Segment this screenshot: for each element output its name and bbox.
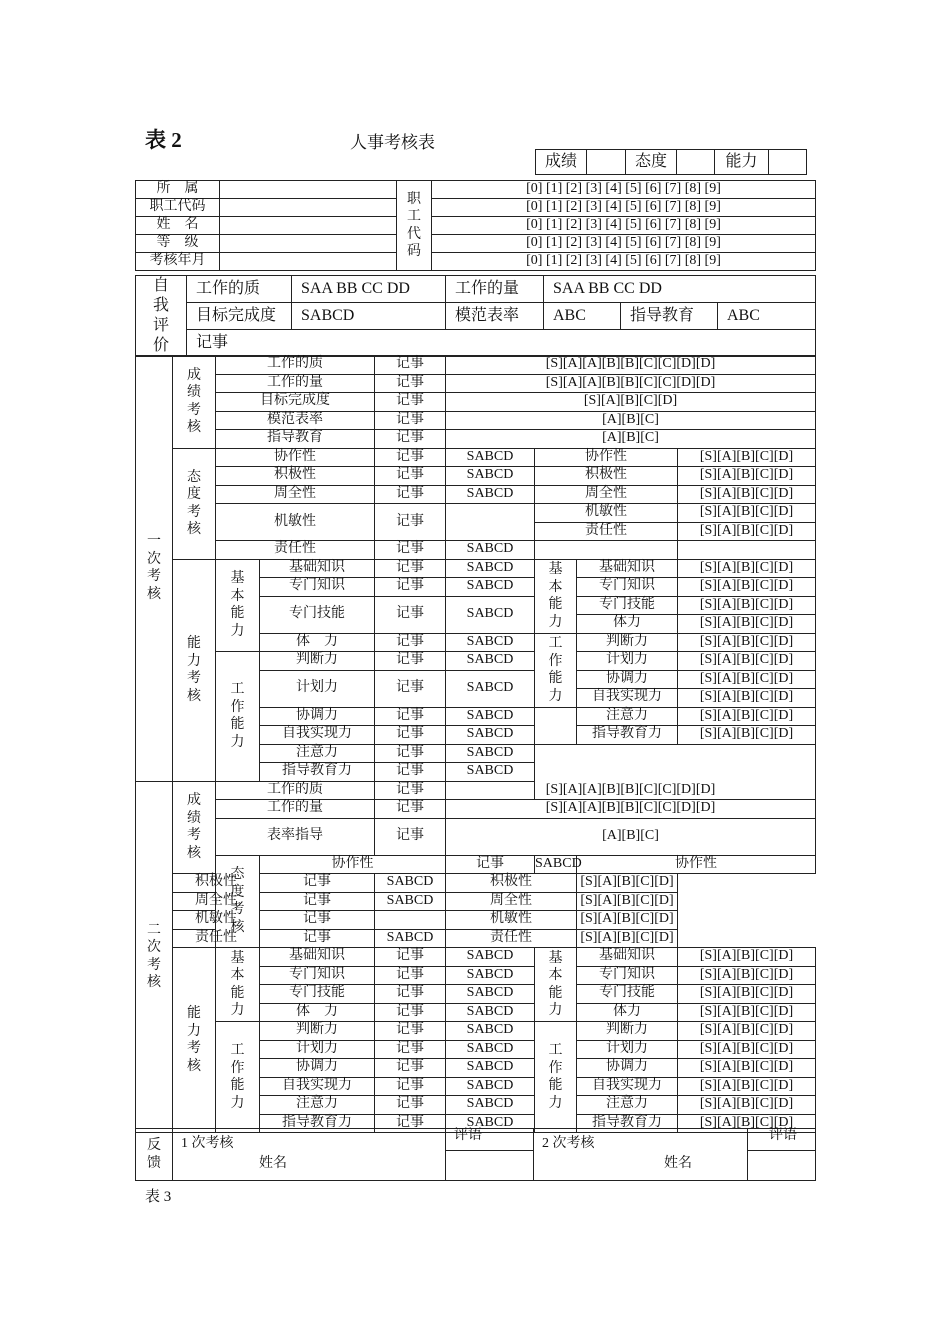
summary-performance-field[interactable] (587, 150, 626, 175)
feedback-first-comment-label: 评语 (446, 1129, 534, 1151)
performance-grade-scale[interactable]: [S][A][A][B][B][C][C][D][D] (446, 781, 816, 800)
performance-grade-scale[interactable]: [A][B][C] (446, 818, 816, 855)
attitude-item: 责任性 (216, 541, 375, 560)
performance-grade-scale[interactable]: [S][A][B][C][D] (446, 393, 816, 412)
note-cell[interactable]: 记事 (375, 504, 446, 541)
sabcd-grade[interactable]: SABCD (446, 1040, 535, 1059)
ability-right-item: 计划力 (577, 1040, 678, 1059)
field-department-input[interactable] (220, 181, 397, 199)
note-cell[interactable]: 记事 (446, 855, 535, 874)
ability-item: 专门知识 (260, 966, 375, 985)
sabcd-grade[interactable]: SABCD (446, 1096, 535, 1115)
ability-right-grade[interactable]: [S][A][B][C][D] (678, 1022, 816, 1041)
attitude-right-item: 积极性 (535, 467, 678, 486)
sabcd-grade[interactable]: SABCD (446, 578, 535, 597)
feedback-second-round[interactable] (534, 1129, 748, 1181)
code-digit-row[interactable]: [0] [1] [2] [3] [4] [5] [6] [7] [8] [9] (432, 217, 816, 235)
sabcd-grade[interactable]: SABCD (446, 633, 535, 652)
feedback-second-title: 2 次考核 (542, 1136, 595, 1151)
ability-right-item: 注意力 (577, 707, 678, 726)
evaluation-table (135, 355, 816, 1133)
ability-right-grade[interactable]: [S][A][B][C][D] (678, 615, 816, 634)
sabcd-grade[interactable]: SABCD (375, 874, 446, 893)
self-quality-label: 工作的质 (187, 276, 292, 303)
sabcd-grade[interactable]: SABCD (446, 1114, 535, 1133)
self-target-label: 目标完成度 (187, 303, 292, 330)
ability-right-grade[interactable]: [S][A][B][C][D] (678, 559, 816, 578)
note-cell[interactable]: 记事 (375, 559, 446, 578)
form-title: 人事考核表 (350, 133, 435, 152)
attitude-item: 积极性 (216, 467, 375, 486)
attitude-right-item: 积极性 (446, 874, 577, 893)
attitude-right-grade[interactable]: [S][A][B][C][D] (577, 892, 678, 911)
sabcd-grade[interactable]: SABCD (446, 1022, 535, 1041)
ability-right-grade[interactable]: [S][A][B][C][D] (678, 1096, 816, 1115)
attitude-item: 积极性 (173, 874, 260, 893)
sabcd-grade[interactable]: SABCD (446, 448, 535, 467)
field-label-staff-code: 职工代码 (136, 199, 220, 217)
note-cell[interactable]: 记事 (375, 763, 446, 782)
field-eval-date-input[interactable] (220, 253, 397, 271)
blank-cell (375, 911, 446, 930)
ability-item: 注意力 (260, 1096, 375, 1115)
attitude-right-item: 机敏性 (446, 911, 577, 930)
basic-ability-label: 基本能力 (216, 559, 260, 652)
ability-right-item: 注意力 (577, 1096, 678, 1115)
note-cell[interactable]: 记事 (375, 578, 446, 597)
attitude-right-grade[interactable]: [S][A][B][C][D] (678, 522, 816, 541)
sabcd-grade[interactable]: SABCD (446, 1059, 535, 1078)
sabcd-grade[interactable]: SABCD (446, 485, 535, 504)
round-label: 二次考核 (136, 781, 173, 1133)
note-cell[interactable]: 记事 (375, 781, 446, 800)
note-cell[interactable]: 记事 (375, 652, 446, 671)
note-cell[interactable]: 记事 (375, 726, 446, 745)
feedback-first-round[interactable] (173, 1129, 446, 1181)
self-quality-grades[interactable]: SAA BB CC DD (292, 276, 446, 303)
performance-item: 工作的质 (216, 781, 375, 800)
blank-cell (678, 541, 816, 560)
ability-right-grade[interactable]: [S][A][B][C][D] (678, 1059, 816, 1078)
ability-item: 基础知识 (260, 559, 375, 578)
note-cell[interactable]: 记事 (375, 1022, 446, 1041)
note-cell[interactable]: 记事 (375, 596, 446, 633)
attitude-right-grade[interactable]: [S][A][B][C][D] (678, 467, 816, 486)
attitude-item: 周全性 (216, 485, 375, 504)
self-eval-label: 自我评价 (136, 276, 187, 357)
ability-right-item: 指导教育力 (577, 726, 678, 745)
ability-item: 注意力 (260, 744, 375, 763)
feedback-first-name-label: 姓名 (259, 1155, 287, 1171)
attitude-item: 周全性 (173, 892, 260, 911)
code-digit-row[interactable]: [0] [1] [2] [3] [4] [5] [6] [7] [8] [9] (432, 253, 816, 271)
note-cell[interactable]: 记事 (375, 1059, 446, 1078)
sabcd-grade[interactable]: SABCD (446, 541, 535, 560)
feedback-second-comment-field[interactable] (748, 1151, 816, 1181)
ability-right-grade[interactable]: [S][A][B][C][D] (678, 707, 816, 726)
self-quantity-label: 工作的量 (446, 276, 544, 303)
ability-right-grade[interactable]: [S][A][B][C][D] (678, 670, 816, 689)
sabcd-grade[interactable]: SABCD (446, 596, 535, 633)
note-cell[interactable]: 记事 (375, 985, 446, 1004)
note-cell[interactable]: 记事 (375, 1096, 446, 1115)
note-cell[interactable]: 记事 (260, 874, 375, 893)
note-cell[interactable]: 记事 (375, 430, 446, 449)
performance-grade-scale[interactable]: [A][B][C] (446, 411, 816, 430)
note-cell[interactable]: 记事 (375, 966, 446, 985)
attitude-right-grade[interactable]: [S][A][B][C][D] (678, 504, 816, 523)
note-cell[interactable]: 记事 (375, 818, 446, 855)
feedback-first-title: 1 次考核 (181, 1136, 234, 1151)
basic-ability-label: 基本能力 (216, 948, 260, 1022)
attitude-right-grade[interactable]: [S][A][B][C][D] (678, 485, 816, 504)
staff-code-label: 职工代码 (397, 181, 432, 271)
attitude-right-grade[interactable]: [S][A][B][C][D] (577, 929, 678, 948)
ability-right-grade[interactable]: [S][A][B][C][D] (678, 948, 816, 967)
right-basic-ability-label: 基本能力 (535, 559, 577, 633)
attitude-right-item: 周全性 (446, 892, 577, 911)
performance-grade-scale[interactable]: [S][A][A][B][B][C][C][D][D] (446, 374, 816, 393)
ability-item: 专门技能 (260, 985, 375, 1004)
sabcd-grade[interactable]: SABCD (446, 744, 535, 763)
summary-performance-label: 成绩 (536, 150, 587, 175)
ability-right-grade[interactable]: [S][A][B][C][D] (678, 596, 816, 615)
code-digit-row[interactable]: [0] [1] [2] [3] [4] [5] [6] [7] [8] [9] (432, 199, 816, 217)
footer-note: 表 3 (145, 1189, 172, 1205)
sabcd-grade[interactable]: SABCD (446, 670, 535, 707)
ability-item: 判断力 (260, 652, 375, 671)
note-cell[interactable]: 记事 (375, 541, 446, 560)
ability-right-item: 基础知识 (577, 948, 678, 967)
attitude-item: 机敏性 (216, 504, 375, 541)
basic-info-table (135, 180, 816, 271)
attitude-item: 协作性 (260, 855, 446, 874)
ability-item: 专门知识 (260, 578, 375, 597)
ability-item: 计划力 (260, 1040, 375, 1059)
ability-right-item: 协调力 (577, 1059, 678, 1078)
self-quantity-grades[interactable]: SAA BB CC DD (544, 276, 816, 303)
ability-section-label: 能力考核 (173, 559, 216, 781)
note-cell[interactable]: 记事 (375, 393, 446, 412)
note-cell[interactable]: 记事 (375, 356, 446, 375)
feedback-second-name-label: 姓名 (664, 1155, 692, 1171)
note-cell[interactable]: 记事 (375, 633, 446, 652)
note-cell[interactable]: 记事 (375, 1077, 446, 1096)
ability-right-grade[interactable]: [S][A][B][C][D] (678, 578, 816, 597)
sabcd-grade[interactable]: SABCD (535, 855, 577, 874)
round-label: 一次考核 (136, 356, 173, 782)
ability-right-grade[interactable]: [S][A][B][C][D] (678, 689, 816, 708)
sabcd-grade[interactable]: SABCD (446, 763, 535, 782)
note-cell[interactable]: 记事 (375, 800, 446, 819)
performance-section-label: 成绩考核 (173, 781, 216, 874)
ability-item: 基础知识 (260, 948, 375, 967)
ability-right-item: 自我实现力 (577, 1077, 678, 1096)
ability-item: 自我实现力 (260, 726, 375, 745)
performance-item: 工作的量 (216, 800, 375, 819)
field-label-name: 姓 名 (136, 217, 220, 235)
sabcd-grade[interactable]: SABCD (446, 726, 535, 745)
blank-cell (446, 504, 535, 541)
attitude-item: 协作性 (216, 448, 375, 467)
sabcd-grade[interactable]: SABCD (446, 985, 535, 1004)
ability-right-grade[interactable]: [S][A][B][C][D] (678, 652, 816, 671)
attitude-item: 责任性 (173, 929, 260, 948)
note-cell[interactable]: 记事 (375, 411, 446, 430)
ability-right-item: 基础知识 (577, 559, 678, 578)
ability-right-grade[interactable]: [S][A][B][C][D] (678, 1003, 816, 1022)
ability-right-item: 判断力 (577, 633, 678, 652)
performance-item: 模范表率 (216, 411, 375, 430)
table-number: 表 2 (145, 128, 182, 152)
code-digit-row[interactable]: [0] [1] [2] [3] [4] [5] [6] [7] [8] [9] (432, 181, 816, 199)
field-label-eval-date: 考核年月 (136, 253, 220, 271)
attitude-section-label: 态度考核 (216, 855, 260, 948)
performance-item: 指导教育 (216, 430, 375, 449)
ability-item: 计划力 (260, 670, 375, 707)
attitude-section-label: 态度考核 (173, 448, 216, 559)
self-example-grades[interactable]: ABC (544, 303, 621, 330)
note-cell[interactable]: 记事 (375, 948, 446, 967)
ability-item: 指导教育力 (260, 763, 375, 782)
ability-right-item: 判断力 (577, 1022, 678, 1041)
ability-right-item: 体力 (577, 615, 678, 634)
summary-ability-field[interactable] (769, 150, 807, 175)
performance-item: 工作的量 (216, 374, 375, 393)
note-cell[interactable]: 记事 (260, 911, 375, 930)
performance-grade-scale[interactable]: [A][B][C] (446, 430, 816, 449)
ability-item: 判断力 (260, 1022, 375, 1041)
ability-right-grade[interactable]: [S][A][B][C][D] (678, 1114, 816, 1133)
note-cell[interactable]: 记事 (375, 670, 446, 707)
ability-item: 协调力 (260, 707, 375, 726)
ability-item: 自我实现力 (260, 1077, 375, 1096)
ability-right-item: 协调力 (577, 670, 678, 689)
feedback-label: 反馈 (136, 1129, 173, 1181)
sabcd-grade[interactable]: SABCD (446, 1003, 535, 1022)
attitude-item: 机敏性 (173, 911, 260, 930)
right-work-ability-label: 工作能力 (535, 1022, 577, 1133)
ability-right-grade[interactable]: [S][A][B][C][D] (678, 966, 816, 985)
sabcd-grade[interactable]: SABCD (446, 948, 535, 967)
self-notes-field[interactable]: 记事 (187, 330, 816, 357)
self-guidance-label: 指导教育 (621, 303, 718, 330)
sabcd-grade[interactable]: SABCD (446, 1077, 535, 1096)
performance-item: 目标完成度 (216, 393, 375, 412)
attitude-right-item: 周全性 (535, 485, 678, 504)
sabcd-grade[interactable]: SABCD (446, 707, 535, 726)
ability-right-item: 专门知识 (577, 966, 678, 985)
field-name-input[interactable] (220, 217, 397, 235)
field-staff-code-input[interactable] (220, 199, 397, 217)
note-cell[interactable]: 记事 (375, 485, 446, 504)
code-digit-row[interactable]: [0] [1] [2] [3] [4] [5] [6] [7] [8] [9] (432, 235, 816, 253)
sabcd-grade[interactable]: SABCD (446, 652, 535, 671)
feedback-second-comment-label: 评语 (748, 1129, 816, 1151)
sabcd-grade[interactable]: SABCD (446, 467, 535, 486)
performance-section-label: 成绩考核 (173, 356, 216, 449)
summary-attitude-field[interactable] (677, 150, 715, 175)
ability-right-item: 体力 (577, 1003, 678, 1022)
attitude-right-grade[interactable]: [S][A][B][C][D] (678, 448, 816, 467)
ability-right-grade[interactable]: [S][A][B][C][D] (678, 985, 816, 1004)
note-cell[interactable]: 记事 (375, 1003, 446, 1022)
ability-item: 体 力 (260, 1003, 375, 1022)
blank-cell (535, 541, 678, 560)
summary-attitude-label: 态度 (626, 150, 677, 175)
note-cell[interactable]: 记事 (375, 374, 446, 393)
note-cell[interactable]: 记事 (375, 707, 446, 726)
ability-right-item: 专门技能 (577, 985, 678, 1004)
feedback-table (135, 1128, 816, 1181)
summary-ability-label: 能力 (715, 150, 769, 175)
ability-right-item: 专门知识 (577, 578, 678, 597)
work-ability-label: 工作能力 (216, 652, 260, 782)
note-cell[interactable]: 记事 (375, 1040, 446, 1059)
note-cell[interactable]: 记事 (375, 744, 446, 763)
sabcd-grade[interactable]: SABCD (446, 966, 535, 985)
field-grade-input[interactable] (220, 235, 397, 253)
right-basic-ability-label: 基本能力 (535, 948, 577, 1022)
self-guidance-grades[interactable]: ABC (718, 303, 816, 330)
self-target-grades[interactable]: SABCD (292, 303, 446, 330)
note-cell[interactable]: 记事 (260, 929, 375, 948)
performance-grade-scale[interactable]: [S][A][A][B][B][C][C][D][D] (446, 800, 816, 819)
ability-right-grade[interactable]: [S][A][B][C][D] (678, 726, 816, 745)
work-ability-label: 工作能力 (216, 1022, 260, 1133)
self-evaluation-table (135, 275, 816, 357)
field-label-department: 所 属 (136, 181, 220, 199)
blank-cell (535, 707, 577, 744)
feedback-first-comment-field[interactable] (446, 1151, 534, 1181)
attitude-right-item: 责任性 (446, 929, 577, 948)
attitude-right-grade[interactable]: [S][A][B][C][D] (577, 874, 678, 893)
ability-right-grade[interactable]: [S][A][B][C][D] (678, 633, 816, 652)
ability-right-grade[interactable]: [S][A][B][C][D] (678, 1077, 816, 1096)
attitude-right-grade[interactable]: [S][A][B][C][D] (577, 911, 678, 930)
ability-right-item: 自我实现力 (577, 689, 678, 708)
ability-item: 协调力 (260, 1059, 375, 1078)
ability-section-label: 能力考核 (173, 948, 216, 1133)
ability-right-item: 指导教育力 (577, 1114, 678, 1133)
ability-item: 指导教育力 (260, 1114, 375, 1133)
ability-right-item: 专门技能 (577, 596, 678, 615)
sabcd-grade[interactable]: SABCD (375, 892, 446, 911)
ability-right-item: 计划力 (577, 652, 678, 671)
sabcd-grade[interactable]: SABCD (446, 559, 535, 578)
attitude-right-item: 责任性 (535, 522, 678, 541)
ability-right-grade[interactable]: [S][A][B][C][D] (678, 1040, 816, 1059)
ability-item: 专门技能 (260, 596, 375, 633)
performance-item: 工作的质 (216, 356, 375, 375)
right-work-ability-label: 工作能力 (535, 633, 577, 707)
attitude-right-item: 协作性 (577, 855, 816, 874)
performance-item: 表率指导 (216, 818, 375, 855)
field-label-grade: 等 级 (136, 235, 220, 253)
attitude-right-item: 协作性 (535, 448, 678, 467)
note-cell[interactable]: 记事 (375, 467, 446, 486)
sabcd-grade[interactable]: SABCD (375, 929, 446, 948)
performance-grade-scale[interactable]: [S][A][A][B][B][C][C][D][D] (446, 356, 816, 375)
self-example-label: 模范表率 (446, 303, 544, 330)
note-cell[interactable]: 记事 (375, 1114, 446, 1133)
attitude-right-item: 机敏性 (535, 504, 678, 523)
summary-score-box (535, 149, 807, 175)
note-cell[interactable]: 记事 (375, 448, 446, 467)
ability-item: 体 力 (260, 633, 375, 652)
note-cell[interactable]: 记事 (260, 892, 375, 911)
